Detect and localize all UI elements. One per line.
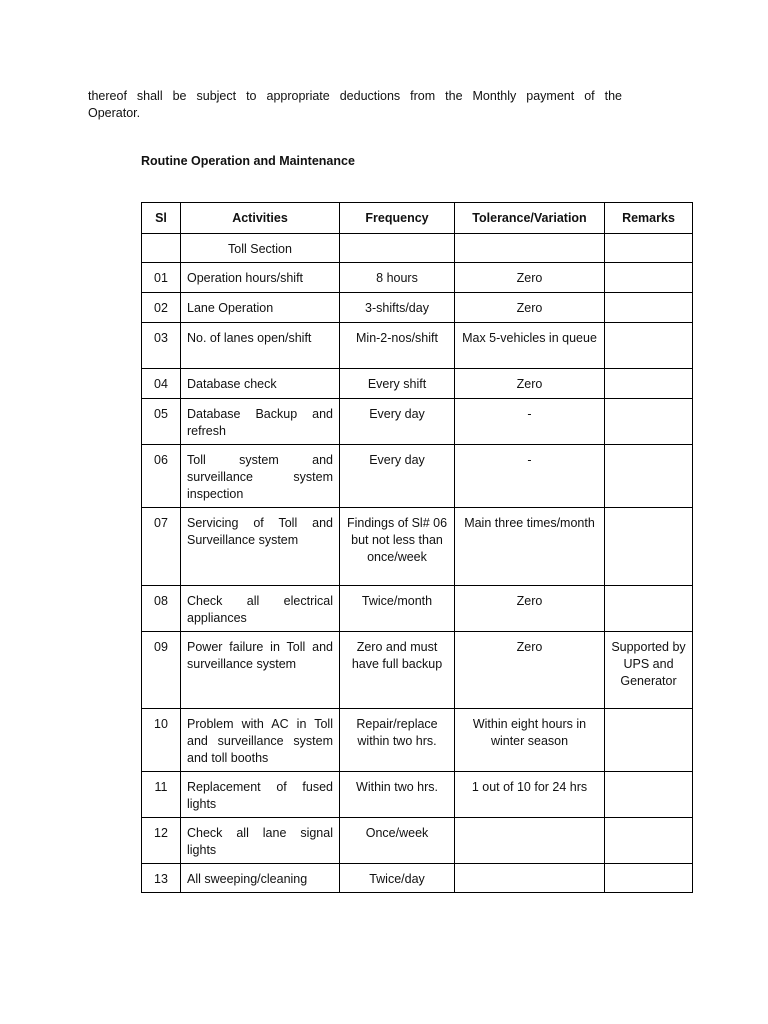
row-activity: Power failure in Toll and surveillance system <box>181 632 340 709</box>
section-heading: Routine Operation and Maintenance <box>141 154 355 168</box>
row-tolerance: - <box>455 399 605 445</box>
row-remarks: Supported by UPS and Generator <box>605 632 693 709</box>
toll-section-subheading: Toll Section <box>181 234 340 263</box>
row-sl: 08 <box>142 586 181 632</box>
row-sl: 09 <box>142 632 181 709</box>
table-row <box>142 818 693 864</box>
row-activity: Database check <box>181 369 340 399</box>
table-row <box>142 445 693 508</box>
table-row <box>142 709 693 772</box>
header-sl: Sl <box>142 203 181 234</box>
intro-line-1: thereof shall be subject to appropriate deductions from the Monthly payment of the <box>88 89 622 103</box>
row-sl: 05 <box>142 399 181 445</box>
row-frequency: Every day <box>340 445 455 508</box>
header-remarks: Remarks <box>605 203 693 234</box>
row-activity: Lane Operation <box>181 293 340 323</box>
maintenance-schedule-table <box>141 202 693 893</box>
row-tolerance: Main three times/month <box>455 508 605 586</box>
row-frequency: Min-2-nos/shift <box>340 323 455 369</box>
row-frequency: Findings of Sl# 06 but not less than once/week <box>340 508 455 586</box>
table-row <box>142 293 693 323</box>
row-activity: No. of lanes open/shift <box>181 323 340 369</box>
table-row <box>142 508 693 586</box>
row-sl: 10 <box>142 709 181 772</box>
row-frequency: 8 hours <box>340 263 455 293</box>
header-tolerance: Tolerance/Variation <box>455 203 605 234</box>
table-header-row <box>142 203 693 234</box>
row-frequency: Repair/replace within two hrs. <box>340 709 455 772</box>
row-activity: Replacement of fused lights <box>181 772 340 818</box>
table-row <box>142 399 693 445</box>
row-remarks <box>605 586 693 632</box>
row-remarks <box>605 399 693 445</box>
row-remarks <box>605 323 693 369</box>
row-frequency: Twice/day <box>340 864 455 893</box>
row-sl: 02 <box>142 293 181 323</box>
intro-paragraph <box>88 88 622 122</box>
table-row <box>142 772 693 818</box>
row-tolerance <box>455 818 605 864</box>
row-tolerance: Zero <box>455 632 605 709</box>
row-remarks <box>605 709 693 772</box>
row-tolerance: Within eight hours in winter season <box>455 709 605 772</box>
table-row <box>142 586 693 632</box>
row-activity: Database Backup and refresh <box>181 399 340 445</box>
row-frequency: 3-shifts/day <box>340 293 455 323</box>
table-row <box>142 263 693 293</box>
row-tolerance: Zero <box>455 293 605 323</box>
row-sl: 03 <box>142 323 181 369</box>
header-activities: Activities <box>181 203 340 234</box>
row-sl: 07 <box>142 508 181 586</box>
row-tolerance: Zero <box>455 369 605 399</box>
row-activity: Problem with AC in Toll and surveillance system and toll booths <box>181 709 340 772</box>
table-row <box>142 369 693 399</box>
row-tolerance: - <box>455 445 605 508</box>
table-row <box>142 632 693 709</box>
row-frequency: Twice/month <box>340 586 455 632</box>
row-frequency: Every day <box>340 399 455 445</box>
row-sl: 11 <box>142 772 181 818</box>
table-row <box>142 323 693 369</box>
row-remarks <box>605 508 693 586</box>
subheading-row <box>142 234 693 263</box>
row-tolerance: Max 5-vehicles in queue <box>455 323 605 369</box>
row-remarks <box>605 818 693 864</box>
row-tolerance: 1 out of 10 for 24 hrs <box>455 772 605 818</box>
empty-cell <box>605 234 693 263</box>
row-activity: Check all electrical appliances <box>181 586 340 632</box>
row-activity: All sweeping/cleaning <box>181 864 340 893</box>
row-frequency: Within two hrs. <box>340 772 455 818</box>
row-remarks <box>605 263 693 293</box>
row-sl: 06 <box>142 445 181 508</box>
row-frequency: Every shift <box>340 369 455 399</box>
header-frequency: Frequency <box>340 203 455 234</box>
row-activity: Operation hours/shift <box>181 263 340 293</box>
row-sl: 01 <box>142 263 181 293</box>
empty-cell <box>142 234 181 263</box>
empty-cell <box>455 234 605 263</box>
row-frequency: Once/week <box>340 818 455 864</box>
row-remarks <box>605 445 693 508</box>
row-activity: Check all lane signal lights <box>181 818 340 864</box>
row-remarks <box>605 864 693 893</box>
row-activity: Toll system and surveillance system inspection <box>181 445 340 508</box>
row-tolerance <box>455 864 605 893</box>
row-sl: 04 <box>142 369 181 399</box>
row-frequency: Zero and must have full backup <box>340 632 455 709</box>
row-remarks <box>605 772 693 818</box>
table-row <box>142 864 693 893</box>
row-remarks <box>605 293 693 323</box>
intro-line-2: Operator. <box>88 106 141 120</box>
row-sl: 12 <box>142 818 181 864</box>
row-remarks <box>605 369 693 399</box>
row-tolerance: Zero <box>455 586 605 632</box>
row-activity: Servicing of Toll and Surveillance system <box>181 508 340 586</box>
empty-cell <box>340 234 455 263</box>
row-tolerance: Zero <box>455 263 605 293</box>
row-sl: 13 <box>142 864 181 893</box>
